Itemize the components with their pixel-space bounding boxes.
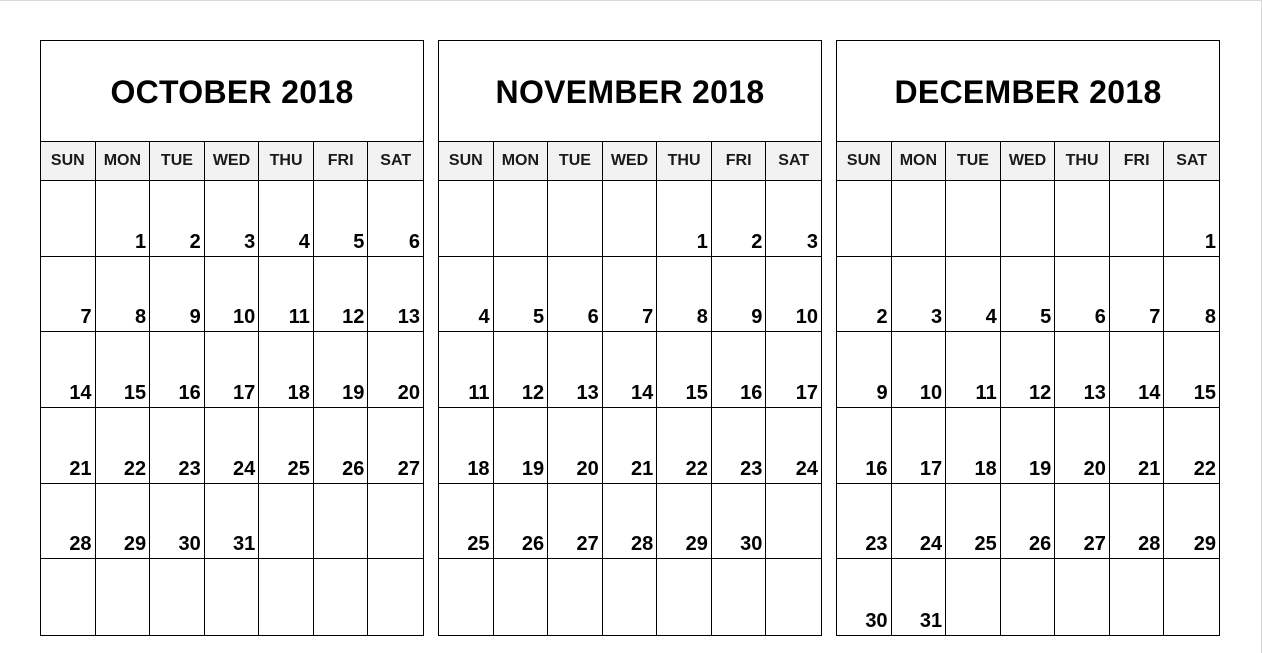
day-cell bbox=[1164, 559, 1219, 635]
day-cell bbox=[837, 181, 892, 257]
weekday-label: SAT bbox=[778, 152, 810, 169]
day-cell: 16 bbox=[837, 408, 892, 484]
day-cell: 28 bbox=[603, 484, 658, 560]
day-cell: 13 bbox=[548, 332, 603, 408]
day-cell: 29 bbox=[1164, 484, 1219, 560]
day-cell: 18 bbox=[946, 408, 1001, 484]
day-cell: 6 bbox=[548, 257, 603, 333]
day-cell: 5 bbox=[314, 181, 369, 257]
day-cell bbox=[1055, 181, 1110, 257]
day-cell: 26 bbox=[1001, 484, 1056, 560]
day-cell: 25 bbox=[439, 484, 494, 560]
month-calendar bbox=[438, 40, 822, 636]
day-cell: 2 bbox=[712, 181, 767, 257]
day-cell: 24 bbox=[205, 408, 260, 484]
day-grid bbox=[41, 181, 423, 635]
weekday-label: WED bbox=[205, 142, 260, 180]
day-cell: 14 bbox=[603, 332, 658, 408]
day-cell: 11 bbox=[259, 257, 314, 333]
day-cell: 22 bbox=[96, 408, 151, 484]
day-cell: 7 bbox=[603, 257, 658, 333]
day-cell: 7 bbox=[1110, 257, 1165, 333]
day-cell: 10 bbox=[766, 257, 821, 333]
day-cell: 18 bbox=[259, 332, 314, 408]
day-cell: 27 bbox=[368, 408, 423, 484]
weekday-label: FRI bbox=[314, 142, 369, 180]
day-cell: 27 bbox=[1055, 484, 1110, 560]
day-cell: 29 bbox=[657, 484, 712, 560]
day-cell: 28 bbox=[41, 484, 96, 560]
weekday-label: SUN bbox=[41, 142, 96, 180]
day-cell: 20 bbox=[548, 408, 603, 484]
day-cell bbox=[368, 559, 423, 635]
day-cell: 15 bbox=[657, 332, 712, 408]
day-cell bbox=[603, 181, 658, 257]
day-cell: 26 bbox=[314, 408, 369, 484]
day-cell bbox=[494, 559, 549, 635]
weekday-label: FRI bbox=[1110, 142, 1165, 180]
day-cell: 4 bbox=[946, 257, 1001, 333]
day-cell: 20 bbox=[368, 332, 423, 408]
day-cell: 9 bbox=[150, 257, 205, 333]
day-cell bbox=[1055, 559, 1110, 635]
month-title: DECEMBER 2018 bbox=[837, 41, 1219, 142]
day-grid bbox=[837, 181, 1219, 635]
day-cell: 6 bbox=[1055, 257, 1110, 333]
day-cell bbox=[603, 559, 658, 635]
day-cell: 28 bbox=[1110, 484, 1165, 560]
day-cell bbox=[494, 181, 549, 257]
month-calendar bbox=[40, 40, 424, 636]
day-cell: 2 bbox=[837, 257, 892, 333]
day-cell: 22 bbox=[657, 408, 712, 484]
day-cell: 25 bbox=[259, 408, 314, 484]
day-cell: 19 bbox=[1001, 408, 1056, 484]
day-cell: 11 bbox=[946, 332, 1001, 408]
day-cell: 5 bbox=[1001, 257, 1056, 333]
month-calendar bbox=[836, 40, 1220, 636]
month-title: OCTOBER 2018 bbox=[41, 41, 423, 142]
day-cell: 3 bbox=[892, 257, 947, 333]
day-cell: 11 bbox=[439, 332, 494, 408]
day-cell: 23 bbox=[837, 484, 892, 560]
day-cell: 10 bbox=[892, 332, 947, 408]
day-cell bbox=[259, 484, 314, 560]
weekday-label: SUN bbox=[439, 142, 494, 180]
day-cell bbox=[439, 559, 494, 635]
day-cell bbox=[712, 559, 767, 635]
day-cell bbox=[439, 181, 494, 257]
day-cell: 19 bbox=[314, 332, 369, 408]
day-cell: 4 bbox=[259, 181, 314, 257]
day-cell: 17 bbox=[892, 408, 947, 484]
day-cell: 14 bbox=[1110, 332, 1165, 408]
day-cell: 24 bbox=[766, 408, 821, 484]
day-cell: 30 bbox=[837, 559, 892, 635]
weekday-label: MON bbox=[892, 142, 947, 180]
day-cell: 6 bbox=[368, 181, 423, 257]
day-cell: 15 bbox=[1164, 332, 1219, 408]
weekday-label: MON bbox=[96, 142, 151, 180]
day-cell: 9 bbox=[837, 332, 892, 408]
weekday-label: SAT bbox=[1176, 152, 1208, 169]
day-cell: 17 bbox=[766, 332, 821, 408]
day-cell bbox=[892, 181, 947, 257]
day-cell: 20 bbox=[1055, 408, 1110, 484]
day-cell: 10 bbox=[205, 257, 260, 333]
day-cell bbox=[150, 559, 205, 635]
weekday-label: TUE bbox=[150, 142, 205, 180]
weekday-header-row bbox=[439, 142, 821, 181]
day-cell: 1 bbox=[657, 181, 712, 257]
weekday-header-row bbox=[837, 142, 1219, 181]
day-cell: 31 bbox=[205, 484, 260, 560]
weekday-label: WED bbox=[1001, 142, 1056, 180]
weekday-label: SUN bbox=[837, 142, 892, 180]
day-cell: 25 bbox=[946, 484, 1001, 560]
day-cell: 27 bbox=[548, 484, 603, 560]
day-cell: 23 bbox=[712, 408, 767, 484]
day-cell: 30 bbox=[150, 484, 205, 560]
day-cell: 18 bbox=[439, 408, 494, 484]
day-cell bbox=[96, 559, 151, 635]
day-cell bbox=[1001, 559, 1056, 635]
day-cell: 3 bbox=[205, 181, 260, 257]
day-cell: 31 bbox=[892, 559, 947, 635]
day-cell bbox=[314, 559, 369, 635]
day-cell: 30 bbox=[712, 484, 767, 560]
day-cell bbox=[657, 559, 712, 635]
weekday-label: THU bbox=[657, 142, 712, 180]
day-cell: 24 bbox=[892, 484, 947, 560]
day-cell: 8 bbox=[1164, 257, 1219, 333]
day-cell: 21 bbox=[41, 408, 96, 484]
day-cell: 5 bbox=[494, 257, 549, 333]
day-cell: 17 bbox=[205, 332, 260, 408]
day-cell bbox=[205, 559, 260, 635]
day-cell: 29 bbox=[96, 484, 151, 560]
day-cell: 12 bbox=[1001, 332, 1056, 408]
day-cell: 15 bbox=[96, 332, 151, 408]
day-cell: 4 bbox=[439, 257, 494, 333]
day-cell: 12 bbox=[314, 257, 369, 333]
day-grid bbox=[439, 181, 821, 635]
day-cell bbox=[1110, 559, 1165, 635]
day-cell: 12 bbox=[494, 332, 549, 408]
weekday-header-row bbox=[41, 142, 423, 181]
weekday-label: THU bbox=[1055, 142, 1110, 180]
day-cell bbox=[946, 559, 1001, 635]
day-cell: 21 bbox=[603, 408, 658, 484]
weekday-label: THU bbox=[259, 142, 314, 180]
day-cell: 13 bbox=[368, 257, 423, 333]
day-cell bbox=[1110, 181, 1165, 257]
day-cell: 8 bbox=[96, 257, 151, 333]
day-cell: 23 bbox=[150, 408, 205, 484]
day-cell: 26 bbox=[494, 484, 549, 560]
day-cell: 7 bbox=[41, 257, 96, 333]
weekday-label: SAT bbox=[380, 152, 412, 169]
day-cell: 9 bbox=[712, 257, 767, 333]
weekday-label: TUE bbox=[548, 142, 603, 180]
day-cell bbox=[41, 181, 96, 257]
day-cell: 1 bbox=[1164, 181, 1219, 257]
day-cell: 8 bbox=[657, 257, 712, 333]
day-cell bbox=[946, 181, 1001, 257]
day-cell: 3 bbox=[766, 181, 821, 257]
day-cell bbox=[766, 559, 821, 635]
day-cell: 2 bbox=[150, 181, 205, 257]
day-cell: 14 bbox=[41, 332, 96, 408]
day-cell bbox=[314, 484, 369, 560]
day-cell: 13 bbox=[1055, 332, 1110, 408]
day-cell: 19 bbox=[494, 408, 549, 484]
day-cell bbox=[766, 484, 821, 560]
frame-border-top bbox=[0, 0, 1262, 1]
month-title: NOVEMBER 2018 bbox=[439, 41, 821, 142]
day-cell bbox=[368, 484, 423, 560]
day-cell bbox=[548, 559, 603, 635]
day-cell: 16 bbox=[712, 332, 767, 408]
weekday-label: TUE bbox=[946, 142, 1001, 180]
day-cell bbox=[548, 181, 603, 257]
day-cell: 1 bbox=[96, 181, 151, 257]
weekday-label: FRI bbox=[712, 142, 767, 180]
day-cell: 21 bbox=[1110, 408, 1165, 484]
day-cell bbox=[259, 559, 314, 635]
weekday-label: MON bbox=[494, 142, 549, 180]
day-cell: 22 bbox=[1164, 408, 1219, 484]
day-cell bbox=[41, 559, 96, 635]
day-cell: 16 bbox=[150, 332, 205, 408]
weekday-label: WED bbox=[603, 142, 658, 180]
day-cell bbox=[1001, 181, 1056, 257]
